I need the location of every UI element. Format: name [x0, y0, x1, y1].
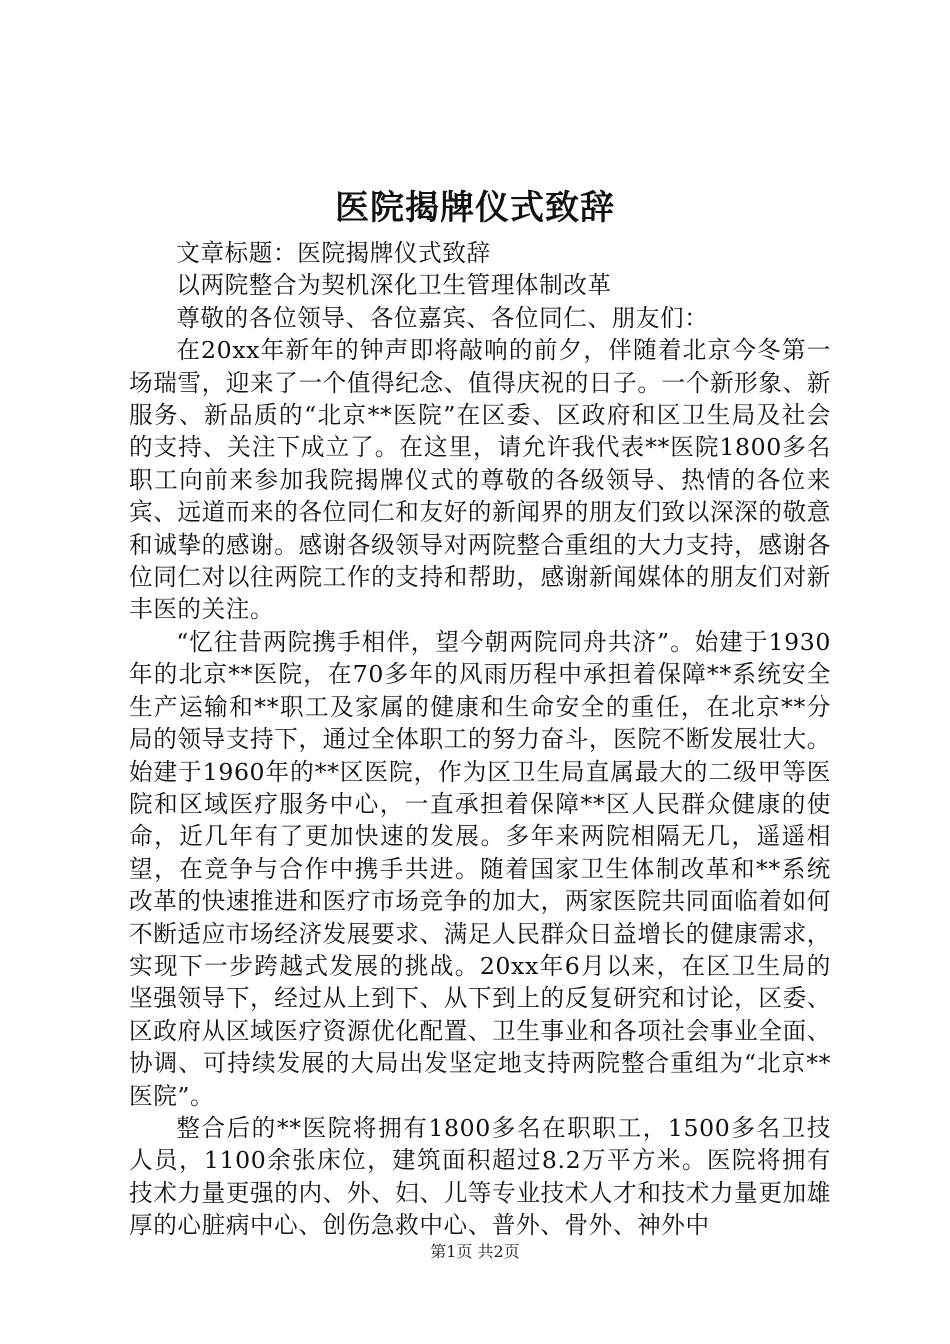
- body-paragraph: 整合后的**医院将拥有1800多名在职职工，1500多名卫技人员，1100余张床位，建筑面积超过8.2万平方米。医院将拥有技术力量更强的内、外、妇、儿等专业技术人才和技术力量更加雄厚的心脏病中心、创伤急救中心、普外、骨外、神外中: [129, 1113, 831, 1240]
- subtitle-line: 以两院整合为契机深化卫生管理体制改革: [176, 271, 612, 300]
- document-body: [129, 237, 831, 1242]
- body-paragraph: 在20xx年新年的钟声即将敲响的前夕，伴随着北京今冬第一场瑞雪，迎来了一个值得纪念、值得庆祝的日子。一个新形象、新服务、新品质的“北京**医院”在区委、区政府和区卫生局及社会的支持、关注下成立了。在这里，请允许我代表**医院1800多名职工向前来参加我院揭牌仪式的尊敬的各级领导、热情的各位来宾、远道而来的各位同仁和友好的新闻界的朋友们致以深深的敬意和诚挚的感谢。感谢各级领导对两院整合重组的大力支持，感谢各位同仁对以往两院工作的支持和帮助，感谢新闻媒体的朋友们对新丰医的关注。: [129, 336, 831, 624]
- body-paragraph: “忆往昔两院携手相伴，望今朝两院同舟共济”。始建于1930年的北京**医院，在70多年的风雨历程中承担着保障**系统安全生产运输和**职工及家属的健康和生命安全的重任，在北京**分局的领导支持下，通过全体职工的努力奋斗，医院不断发展壮大。始建于1960年的**区医院，作为区卫生局直属最大的二级甲等医院和区域医疗服务中心，一直承担着保障**区人民群众健康的使命，近几年有了更加快速的发展。多年来两院相隔无几，遥遥相望，在竞争与合作中携手共进。随着国家卫生体制改革和**系统改革的快速推进和医疗市场竞争的加大，两家医院共同面临着如何不断适应市场经济发展要求、满足人民群众日益增长的健康需求，实现下一步跨越式发展的挑战。20xx年6月以来，在区卫生局的坚强领导下，经过从上到下、从下到上的反复研究和讨论，区委、区政府从区域医疗资源优化配置、卫生事业和各项社会事业全面、协调、可持续发展的大局出发坚定地支持两院整合重组为“北京**医院”。: [129, 627, 831, 1110]
- page-footer: 第1页 共2页: [430, 1242, 520, 1261]
- salutation-line: 尊敬的各位领导、各位嘉宾、各位同仁、朋友们：: [176, 303, 709, 332]
- document-title: 医院揭牌仪式致辞: [335, 188, 615, 228]
- article-title-line: 文章标题：医院揭牌仪式致辞: [176, 239, 491, 267]
